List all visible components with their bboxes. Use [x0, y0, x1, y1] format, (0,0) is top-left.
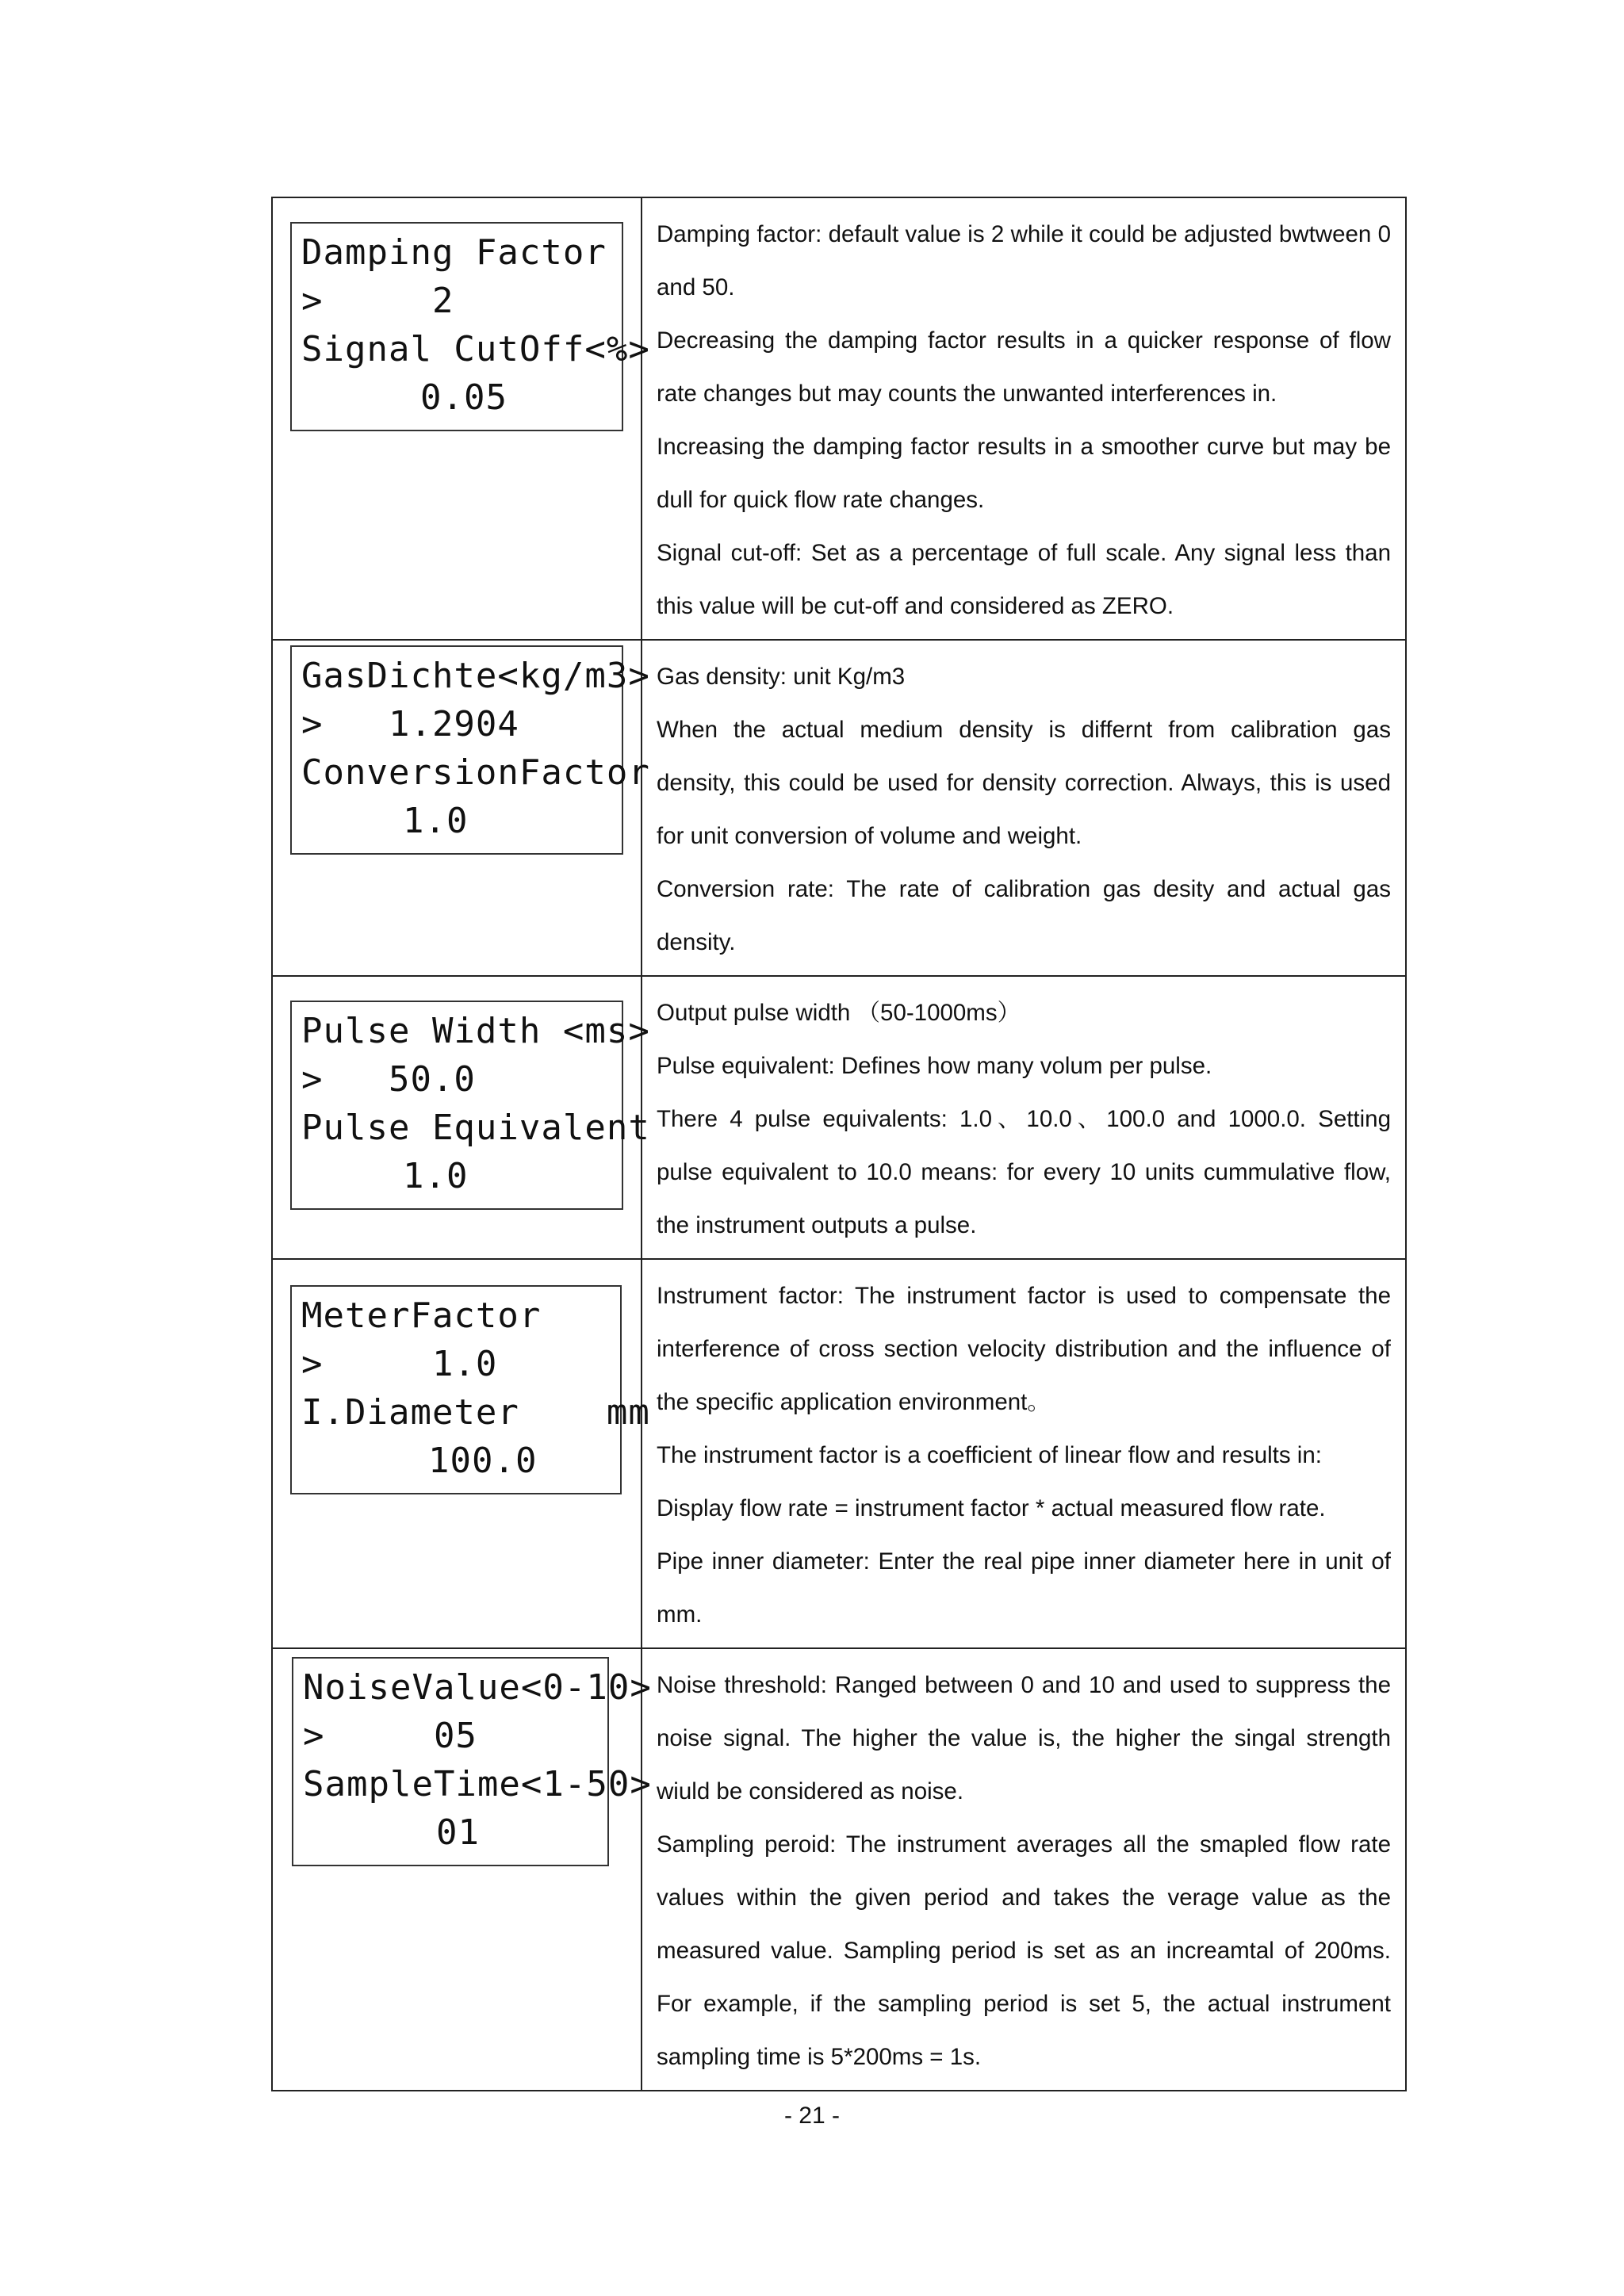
lcd-line: 100.0 — [428, 1441, 538, 1481]
description-paragraph: The instrument factor is a coefficient of linear flow and results in: — [657, 1442, 1322, 1468]
lcd-line: > 1.0 — [301, 1344, 498, 1384]
description-paragraph: Increasing the damping factor results in a smoother curve but may be dull for quick flow rate changes. — [657, 434, 1391, 513]
description-paragraph: When the actual medium density is differnt from calibration gas density, this could be used for density correction. Always, this is used for unit conversion of volume and weight. — [657, 717, 1391, 849]
table-row-damping — [272, 197, 1406, 640]
lcd-line: 1.0 — [403, 801, 469, 841]
lcd-line: 0.05 — [420, 377, 508, 418]
table-row-meter-factor — [272, 1259, 1406, 1648]
lcd-line: 01 — [436, 1812, 480, 1853]
description-paragraph: Display flow rate = instrument factor * actual measured flow rate. — [657, 1495, 1326, 1521]
description-paragraph: Noise threshold: Ranged between 0 and 10 and used to suppress the noise signal. The higher the value is, the higher the singal strength wiuld be considered as noise. — [657, 1672, 1391, 1804]
lcd-line: I.Diameter mm — [301, 1392, 650, 1433]
lcd-line: Pulse Equivalent — [301, 1108, 650, 1148]
description-cell — [642, 640, 1406, 976]
lcd-line: > 1.2904 — [301, 704, 519, 744]
screen-cell — [272, 640, 650, 976]
lcd-line: MeterFactor — [301, 1295, 542, 1336]
description-paragraph: Instrument factor: The instrument factor is used to compensate the interference of cross section velocity distribution and the influence of the specific application environment。 — [657, 1283, 1391, 1415]
description-paragraph: Pulse equivalent: Defines how many volum per pulse. — [657, 1053, 1212, 1079]
lcd-display-gas-density — [290, 645, 650, 855]
description-paragraph: Output pulse width （50-1000ms） — [657, 1000, 1021, 1026]
lcd-display-noise — [292, 1657, 652, 1866]
lcd-line: Pulse Width <ms> — [301, 1011, 650, 1051]
lcd-display-pulse — [290, 1001, 650, 1210]
lcd-line: SampleTime<1-50> — [303, 1764, 652, 1804]
description-paragraph: Damping factor: default value is 2 while it could be adjusted bwtween 0 and 50. — [657, 221, 1391, 300]
description-paragraph: There 4 pulse equivalents: 1.0、10.0、100.0 and 1000.0. Setting pulse equivalent to 10.0 means: for every 10 units cummulative flow, the instrument outputs a pulse. — [657, 1106, 1391, 1238]
screen-cell — [272, 1648, 652, 2091]
page-number: - 21 - — [783, 2103, 841, 2129]
lcd-line: Damping Factor — [301, 232, 607, 273]
lcd-line: > 2 — [301, 281, 454, 321]
description-paragraph: Decreasing the damping factor results in a quicker response of flow rate changes but may counts the unwanted interferences in. — [657, 327, 1391, 407]
description-cell — [642, 1259, 1406, 1648]
lcd-line: > 50.0 — [301, 1059, 476, 1100]
lcd-line: ConversionFactor — [301, 752, 650, 793]
table-row-gas-density — [272, 640, 1406, 976]
description-paragraph: Sampling peroid: The instrument averages all the smapled flow rate values within the given period and takes the verage value as the measured value. Sampling period is set as an increamtal of 200ms. For example, if the sampling period is set 5, the actual instrument sampling time is 5*200ms = 1s. — [657, 1831, 1391, 2070]
description-cell — [642, 976, 1406, 1259]
lcd-display-meter-factor — [290, 1285, 650, 1494]
lcd-line: NoiseValue<0-10> — [303, 1667, 652, 1708]
lcd-line: GasDichte<kg/m3> — [301, 656, 650, 696]
lcd-line: > 05 — [303, 1716, 477, 1756]
description-cell — [642, 1648, 1406, 2091]
description-paragraph: Conversion rate: The rate of calibration gas desity and actual gas density. — [657, 876, 1391, 955]
table-row-noise — [272, 1648, 1406, 2091]
lcd-display-damping — [290, 222, 650, 431]
description-paragraph: Gas density: unit Kg/m3 — [657, 664, 906, 690]
lcd-line: Signal CutOff<%> — [301, 329, 650, 369]
description-paragraph: Pipe inner diameter: Enter the real pipe inner diameter here in unit of mm. — [657, 1548, 1391, 1628]
table-row-pulse — [272, 976, 1406, 1259]
description-cell — [642, 197, 1406, 640]
description-paragraph: Signal cut-off: Set as a percentage of full scale. Any signal less than this value will be cut-off and considered as ZERO. — [657, 540, 1391, 619]
screen-cell — [272, 976, 650, 1259]
screen-cell — [272, 197, 650, 640]
screen-cell — [272, 1259, 650, 1648]
parameter-table — [271, 197, 1407, 2091]
lcd-line: 1.0 — [403, 1156, 469, 1196]
